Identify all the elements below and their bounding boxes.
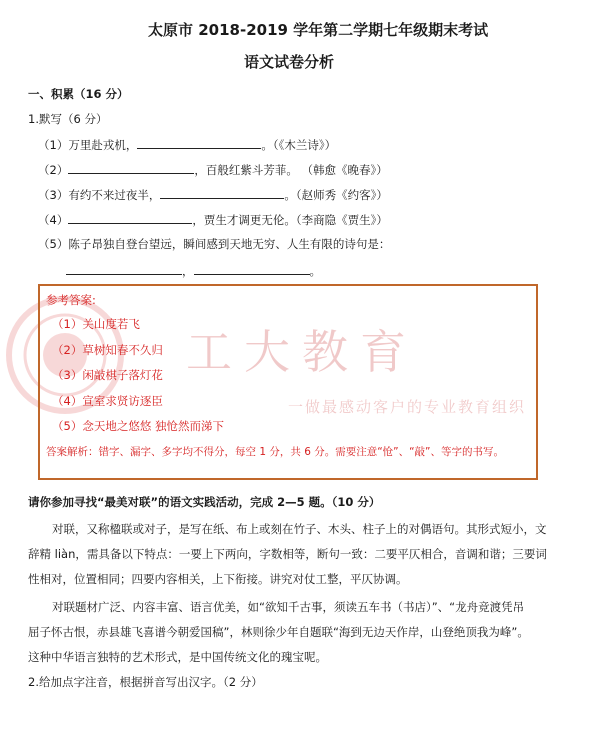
answer-item: （1）关山度若飞 xyxy=(52,317,140,331)
fill-line-pre: （2） xyxy=(38,163,69,177)
blank-separator: ， xyxy=(182,264,194,278)
answer-blank[interactable] xyxy=(160,186,284,199)
answer-analysis: 答案解析：错字、漏字、多字均不得分，每空 1 分，共 6 分。需要注意“怆”、“敲”、等字的书写。 xyxy=(46,446,504,458)
fill-line-post: ，贾生才调更无伦。（李商隐《贾生》） xyxy=(192,213,388,227)
paragraph-line: 辞精 liàn，需具备以下特点：一要上下两向，字数相等，断句一致：二要平仄相合，音调和谐；三要词 xyxy=(28,547,547,561)
exam-title: 太原市 2018-2019 学年第二学期七年级期末考试 xyxy=(148,21,489,39)
fill-line-post: 。（赵师秀《约客》） xyxy=(284,188,388,202)
fill-line-5: （5）陈子昂独自登台望远，瞬间感到天地无穷、人生有限的诗句是： xyxy=(38,237,391,251)
paragraph-line: 性相对，位置相同；四要内容相关，上下衔接。讲究对仗工整，平仄协调。 xyxy=(28,572,408,586)
paragraph-line: 屈子怀古恨，赤县雄飞喜谱今朝爱国稿”，林则徐少年自题联“海到无边天作岸，山登绝顶我为峰”。 xyxy=(28,625,529,639)
answer-item: （5）念天地之悠悠 独怆然而涕下 xyxy=(52,419,224,433)
fill-line-pre: （3）有约不来过夜半， xyxy=(38,188,161,202)
fill-line-4 xyxy=(38,211,388,228)
section-heading: 一、积累（16 分） xyxy=(28,87,129,101)
answer-item: （2）草树知春不久归 xyxy=(52,343,163,357)
fill-line-post: ，百般红紫斗芳菲。 （韩愈《晚春》） xyxy=(194,163,388,177)
answer-blank[interactable] xyxy=(68,211,192,224)
answer-blank[interactable] xyxy=(66,262,182,275)
answer-item: （3）闲敲棋子落灯花 xyxy=(52,368,163,382)
fill-line-pre: （1）万里赴戎机， xyxy=(38,138,138,152)
fill-line-1 xyxy=(38,136,336,153)
exam-subtitle: 语文试卷分析 xyxy=(244,53,335,71)
paragraph-line: 这种中华语言独特的艺术形式，是中国传统文化的瑰宝呢。 xyxy=(28,650,327,664)
fill-line-pre: （4） xyxy=(38,213,69,227)
fill-line-3 xyxy=(38,186,388,203)
paragraph-line: 对联，又称楹联或对子，是写在纸、布上或刻在竹子、木头、柱子上的对偶语句。其形式短小，文 xyxy=(52,522,547,536)
question-title: 1.默写（6 分） xyxy=(28,112,108,126)
activity-intro: 请你参加寻找“最美对联”的语文实践活动，完成 2—5 题。（10 分） xyxy=(28,495,381,509)
answer-blank[interactable] xyxy=(137,136,261,149)
fill-line-5-blanks xyxy=(66,262,321,279)
paragraph-line: 对联题材广泛、内容丰富、语言优美，如“欲知千古事，须读五车书（书店）”、“龙舟竞渡凭吊 xyxy=(52,600,525,614)
answer-item: （4）宣室求贤访逐臣 xyxy=(52,394,163,408)
blank-end: 。 xyxy=(309,264,321,278)
watermark-slogan: 一做最感动客户的专业教育组织 xyxy=(288,398,527,416)
answer-label: 参考答案: xyxy=(46,293,96,307)
watermark-text: 工大教育 xyxy=(186,325,418,379)
question-title: 2.给加点字注音，根据拼音写出汉字。（2 分） xyxy=(28,675,263,689)
fill-line-post: 。（《木兰诗》） xyxy=(261,138,337,152)
answer-blank[interactable] xyxy=(68,161,194,174)
fill-line-2 xyxy=(38,161,388,178)
answer-blank[interactable] xyxy=(194,262,310,275)
